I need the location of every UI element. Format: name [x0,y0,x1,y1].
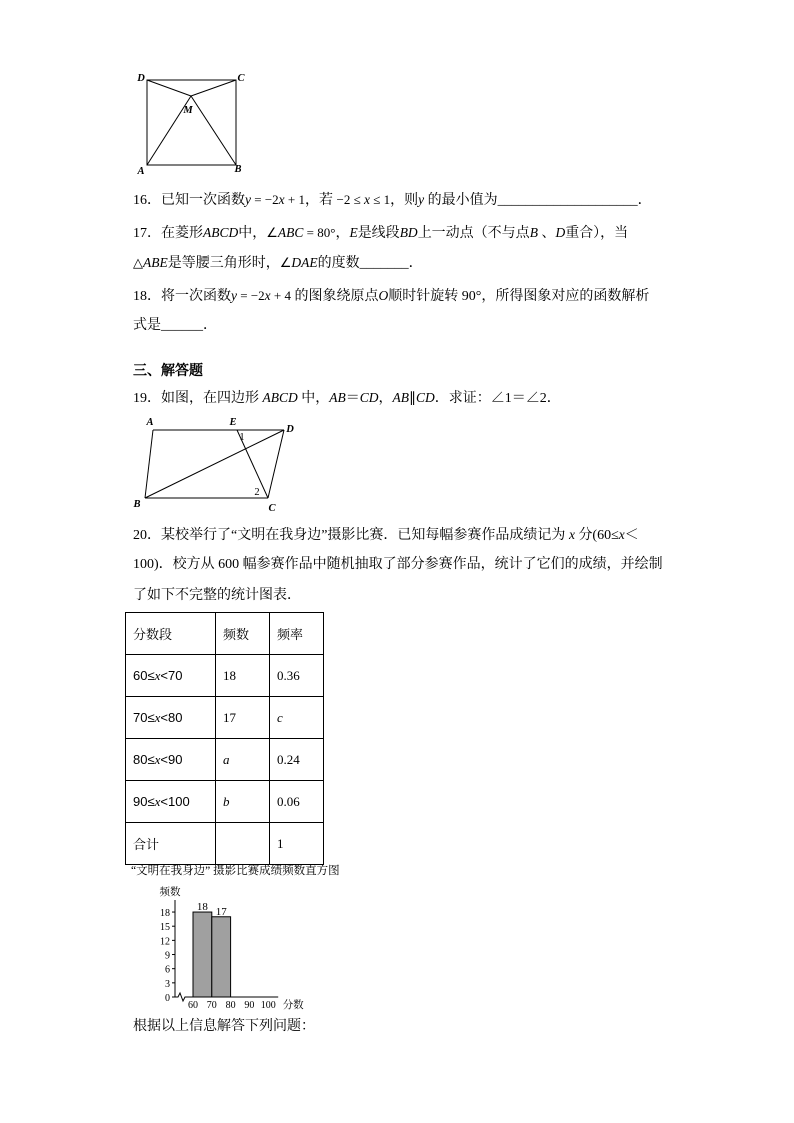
cell-frequency: 0.06 [270,781,324,823]
y-tick-label: 6 [165,964,170,976]
math-expression: △ [133,255,143,270]
text-run: 式是______． [133,318,217,333]
table-row [126,655,324,697]
math-variable: D [555,225,566,240]
math-variable: BD [399,225,418,240]
cell-score-range [126,655,216,697]
text-run: ，若 [305,193,337,208]
segment-cm [191,80,236,96]
math-expression: ∠ [279,255,292,270]
math-expression: = −2 [251,192,279,207]
math-variable: E [349,225,358,240]
text-run: 80≤ [133,751,155,767]
cell-count: a [216,739,270,781]
y-tick-label: 18 [160,908,170,920]
math-variable: y [245,192,251,207]
math-expression: = −2 [237,288,265,303]
text-run: 是等腰三角形时， [167,256,280,271]
table-row [126,739,324,781]
square-figure [125,65,255,180]
cell-count: b [216,781,270,823]
vertex-label-d: D [137,73,145,84]
question-16-text [133,190,652,210]
table-total-row [126,823,324,865]
text-run: 中， [238,226,267,241]
text-run: <100 [160,793,190,809]
math-expression: = 80° [303,225,336,240]
text-run: 分(60≤ [574,528,619,543]
math-variable: DAE [291,255,318,270]
math-variable: x [568,527,575,542]
quadrilateral-figure [128,410,298,515]
text-run: 上一动点（不与点 [417,226,530,241]
math-variable: B [529,225,538,240]
section-title: 三、解答题 [133,364,203,379]
header-frequency-count: 频数 [216,613,270,655]
text-run: 重合），当 [565,226,629,241]
y-tick-label: 0 [165,993,170,1004]
y-tick-label: 15 [160,922,170,934]
x-tick-label: 100 [260,1000,276,1011]
histogram-bar [212,917,231,997]
text-run: 、 [537,226,556,241]
math-expression: ∠ [266,225,278,240]
text-run: 的最小值为____________________． [424,193,652,208]
x-axis-title: 分数 [282,1000,304,1011]
vertex-label-a: A [146,417,154,428]
table-row [126,697,324,739]
vertex-label-d: D [286,424,294,435]
text-run: 17．在菱形 [133,226,203,241]
text-run: 20．某校举行了“文明在我身边”摄影比赛．已知每幅参赛作品成绩记为 [133,528,569,543]
math-variable: CD [416,390,435,405]
math-variable: ABCD [262,390,298,405]
text-run: 100)．校方从 600 幅参赛作品中随机抽取了部分参赛作品，统计了它们的成绩，并绘制 [133,557,663,572]
text-run: 的度数_______． [317,256,423,271]
y-tick-label: 3 [165,978,170,990]
header-relative-frequency: 频率 [270,613,324,655]
text-run: <80 [160,709,183,725]
y-tick-label: 9 [165,950,170,962]
question-18-line-2 [133,316,217,336]
text-run: <70 [160,667,183,683]
math-variable: AB [392,390,410,405]
angle-label-2: 2 [254,487,260,498]
text-run: ＜ [624,528,639,543]
math-expression: −2 ≤ [336,192,364,207]
question-20-line-1 [133,525,639,545]
y-tick-label: 12 [160,936,170,948]
cell-frequency: c [270,697,324,739]
question-18-line-1 [133,286,649,306]
text-run: ∥ [409,391,417,406]
point-label-e: E [229,417,237,428]
segment-ab [145,430,153,498]
vertex-label-c: C [268,503,276,514]
text-run: 中， [297,391,330,406]
question-20-line-3 [133,586,301,606]
question-17-line-2 [133,253,423,273]
text-run: 18．将一次函数 [133,289,231,304]
math-variable: ABCD [203,225,239,240]
frequency-table [125,612,324,865]
math-variable: ABC [277,225,304,240]
math-variable: y [231,288,237,303]
histogram-bar [193,912,212,997]
cell-frequency: 0.36 [270,655,324,697]
text-run: 了如下不完整的统计图表． [133,588,301,603]
math-expression: + 1 [284,192,306,207]
math-expression: + 4 [270,288,292,303]
closing-instruction: 根据以上信息解答下列问题： [133,1019,315,1034]
bar-value-label: 18 [196,901,208,914]
cell-total-label: 合计 [126,823,216,865]
x-tick-label: 70 [206,1000,217,1011]
x-tick-label: 80 [225,1000,236,1011]
text-run: ．求证：∠1＝∠2． [434,391,561,406]
math-variable: x [154,793,161,809]
math-variable: O [378,288,389,303]
x-tick-label: 60 [188,1000,198,1011]
table-row [126,781,324,823]
x-tick-label: 90 [244,1000,255,1011]
text-run: 顺时针旋转 90°，所得图象对应的函数解析 [388,289,650,304]
cell-score-range [126,739,216,781]
text-run: <90 [160,751,183,767]
cell-count: 18 [216,655,270,697]
text-run: ， [335,226,350,241]
angle-label-1: 1 [239,432,245,443]
math-variable: x [154,667,161,683]
segment-dm [147,80,191,96]
text-run: 是线段 [357,226,400,241]
histogram-caption: “文明在我身边” 摄影比赛成绩频数直方图 [131,865,340,877]
math-variable: x [278,192,285,207]
math-variable: x [264,288,271,303]
cell-score-range [126,781,216,823]
histogram-chart [128,880,318,1015]
text-run: ＝ [345,391,360,406]
cell-score-range [126,697,216,739]
text-run: 90≤ [133,793,155,809]
question-19-text [133,388,561,408]
math-variable: x [154,751,161,767]
math-variable: AB [329,390,346,405]
segment-bm [191,96,236,165]
cell-total-count [216,823,270,865]
vertex-label-c: C [237,73,245,84]
header-score-range: 分数段 [126,613,216,655]
vertex-label-b: B [133,499,141,510]
text-run: ，则 [390,193,419,208]
text-run: 70≤ [133,709,155,725]
bar-value-label: 17 [215,905,227,918]
text-run: 19．如图，在四边形 [133,391,263,406]
vertex-label-b: B [234,164,242,175]
segment-cd [268,430,284,498]
vertex-label-a: A [137,166,145,177]
math-variable: x [154,709,161,725]
text-run: 60≤ [133,667,155,683]
math-variable: ABE [143,255,168,270]
square-outline [147,80,236,165]
text-run: 16．已知一次函数 [133,193,245,208]
math-variable: CD [359,390,379,405]
math-variable: x [618,527,625,542]
cell-count: 17 [216,697,270,739]
text-run: 的图象绕原点 [291,289,379,304]
question-20-line-2 [133,555,663,575]
question-17-line-1 [133,223,628,243]
math-variable: y [418,192,425,207]
point-label-m: M [183,105,193,116]
math-expression: ≤ 1 [369,192,391,207]
text-run: ， [378,391,393,406]
table-header-row [126,613,324,655]
cell-total-frequency: 1 [270,823,324,865]
math-variable: x [363,192,370,207]
y-axis-title: 频数 [159,887,181,899]
cell-frequency: 0.24 [270,739,324,781]
